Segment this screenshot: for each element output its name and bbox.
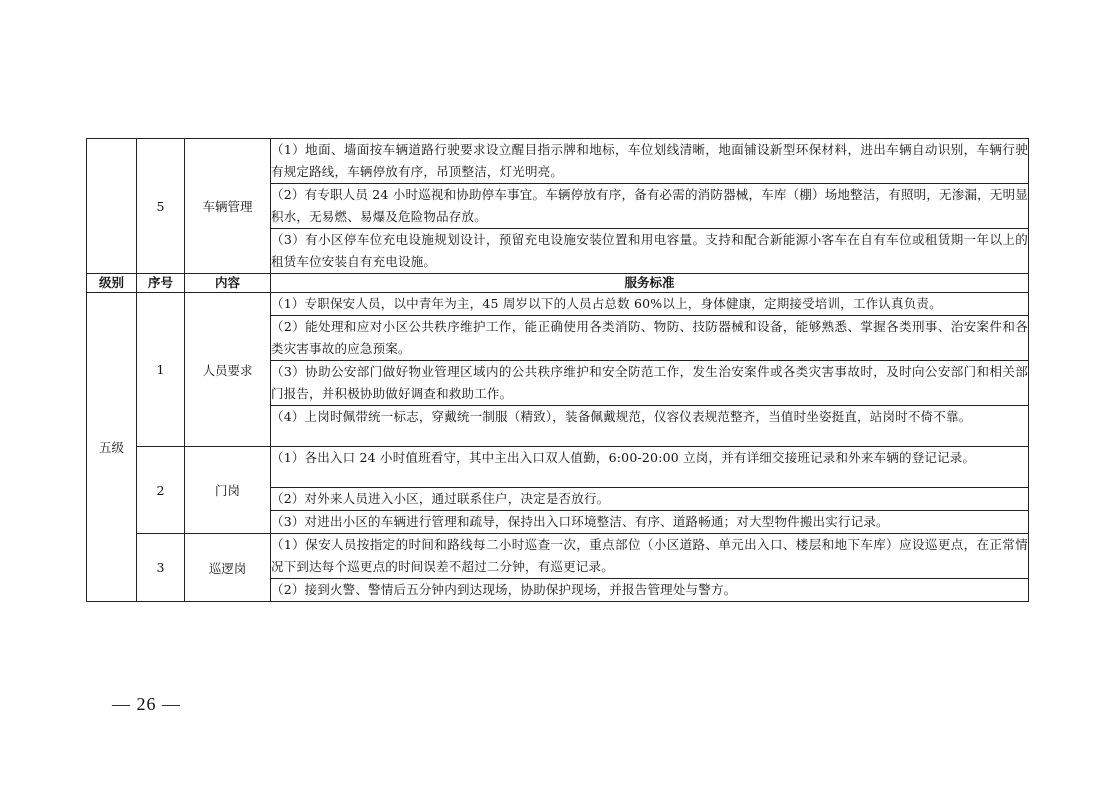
item-name: 人员要求 xyxy=(185,293,271,447)
table-row xyxy=(87,534,1029,579)
standard-text: （2）能处理和应对小区公共秩序维护工作，能正确使用各类消防、物防、技防器械和设备，能够熟悉、掌握各类刑事、治安案件和各类灾害事故的应急预案。 xyxy=(271,316,1029,361)
level-label: 五级 xyxy=(87,293,137,602)
item-number: 2 xyxy=(137,447,185,534)
standard-text: （1）各出入口 24 小时值班看守，其中主出入口双人值勤，6:00-20:00 立岗，并有详细交接班记录和外来车辆的登记记录。 xyxy=(271,447,1029,488)
table-row xyxy=(87,139,1029,184)
service-standard-table xyxy=(86,138,1029,602)
header-number: 序号 xyxy=(137,274,185,293)
standard-text: （2）接到火警、警情后五分钟内到达现场，协助保护现场，并报告管理处与警方。 xyxy=(271,579,1029,602)
standard-text: （3）对进出小区的车辆进行管理和疏导，保持出入口环境整洁、有序、道路畅通；对大型物件搬出实行记录。 xyxy=(271,511,1029,534)
standard-text: （2）对外来人员进入小区，通过联系住户，决定是否放行。 xyxy=(271,488,1029,511)
item-number: 1 xyxy=(137,293,185,447)
item-number: 3 xyxy=(137,534,185,602)
header-standard: 服务标准 xyxy=(271,274,1029,293)
table-row xyxy=(87,293,1029,316)
standard-text: （2）有专职人员 24 小时巡视和协助停车事宜。车辆停放有序，备有必需的消防器械，车库（棚）场地整洁，有照明，无渗漏，无明显积水，无易燃、易爆及危险物品存放。 xyxy=(271,184,1029,229)
header-level: 级别 xyxy=(87,274,137,293)
page-number: — 26 — xyxy=(112,694,181,714)
standard-text: （3）协助公安部门做好物业管理区域内的公共秩序维护和安全防范工作，发生治安案件或各类灾害事故时，及时向公安部门和相关部门报告，并积极协助做好调查和救助工作。 xyxy=(271,361,1029,406)
item-number: 5 xyxy=(137,139,185,274)
item-name: 车辆管理 xyxy=(185,139,271,274)
table-row xyxy=(87,447,1029,488)
standard-text: （1）保安人员按指定的时间和路线每二小时巡查一次，重点部位（小区道路、单元出入口、楼层和地下车库）应设巡更点，在正常情况下到达每个巡更点的时间误差不超过二分钟，有巡更记录。 xyxy=(271,534,1029,579)
header-content: 内容 xyxy=(185,274,271,293)
item-name: 门岗 xyxy=(185,447,271,534)
item-name: 巡逻岗 xyxy=(185,534,271,602)
level-cell-continued xyxy=(87,139,137,274)
standard-text: （3）有小区停车位充电设施规划设计，预留充电设施安装位置和用电容量。支持和配合新能源小客车在自有车位或租赁期一年以上的租赁车位安装自有充电设施。 xyxy=(271,229,1029,274)
standard-text: （1）地面、墙面按车辆道路行驶要求设立醒目指示牌和地标，车位划线清晰，地面铺设新型环保材料，进出车辆自动识别，车辆行驶有规定路线，车辆停放有序，吊顶整洁，灯光明亮。 xyxy=(271,139,1029,184)
standard-text: （4）上岗时佩带统一标志，穿戴统一制服（精致），装备佩戴规范，仪容仪表规范整齐，当值时坐姿挺直，站岗时不倚不靠。 xyxy=(271,406,1029,447)
table-header-row xyxy=(87,274,1029,293)
standard-text: （1）专职保安人员，以中青年为主，45 周岁以下的人员占总数 60%以上，身体健康，定期接受培训，工作认真负责。 xyxy=(271,293,1029,316)
